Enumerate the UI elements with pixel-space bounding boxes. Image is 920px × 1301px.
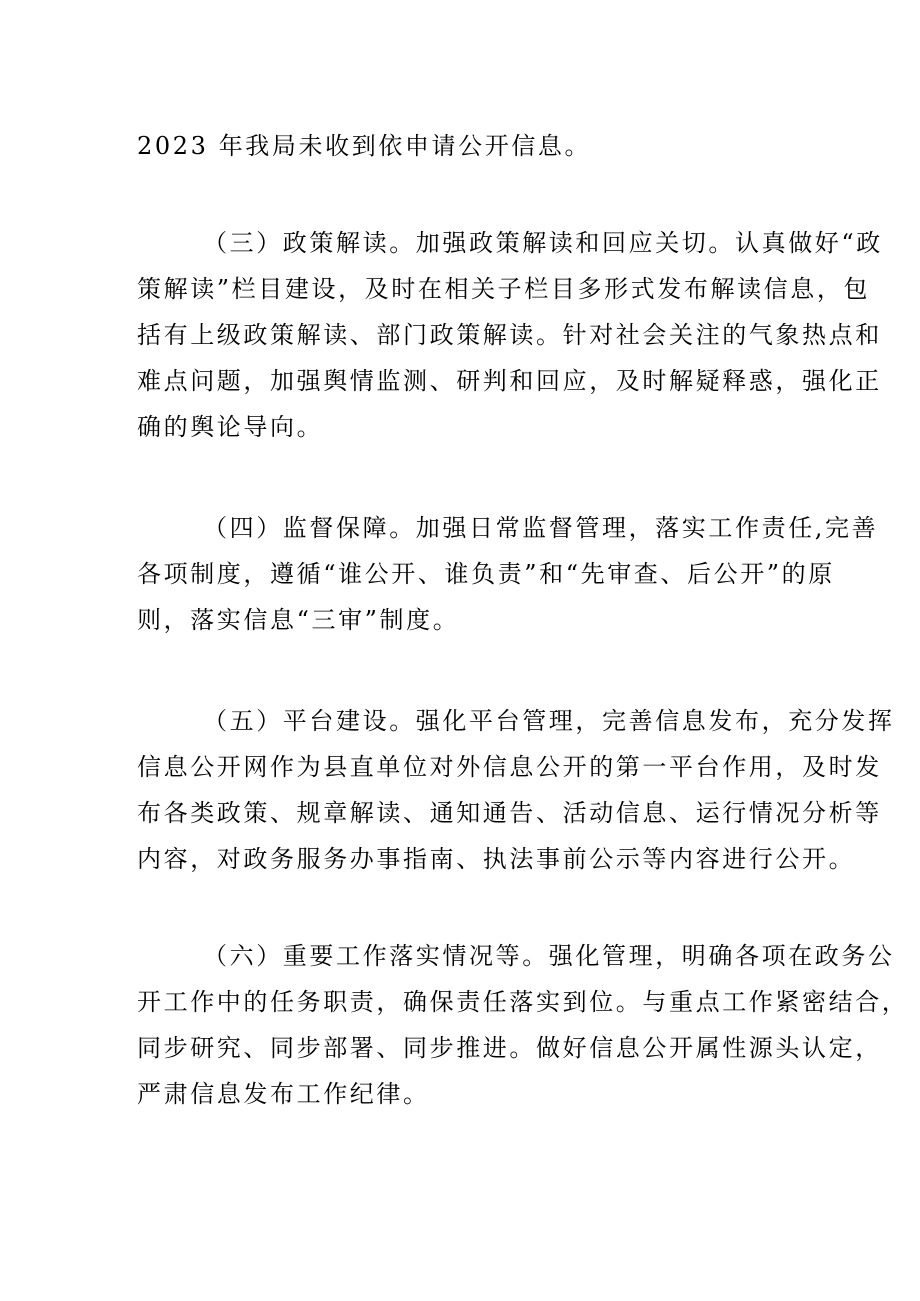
text-line: 难点问题，加强舆情监测、研判和回应，及时解疑释惑，强化正	[137, 367, 882, 395]
text-line: 策解读”栏目建设，及时在相关子栏目多形式发布解读信息，包	[137, 275, 871, 303]
text-line: 布各类政策、规章解读、通知通告、活动信息、运行情况分析等	[137, 799, 882, 827]
text-line: 信息公开网作为县直单位对外信息公开的第一平台作用，及时发	[137, 753, 882, 781]
text-line: 各项制度，遵循“谁公开、谁负责”和“先审查、后公开”的原	[137, 560, 835, 588]
text-line: （三）政策解读。加强政策解读和回应关切。认真做好“政	[203, 229, 883, 257]
text-line: （六）重要工作落实情况等。强化管理，明确各项在政务公	[203, 942, 895, 970]
paragraph-key-work-implementation	[137, 933, 909, 1117]
text-line: （五）平台建设。强化平台管理，完善信息发布，充分发挥	[203, 707, 895, 735]
text-line: 开工作中的任务职责，确保责任落实到位。与重点工作紧密结合，	[137, 988, 909, 1016]
text-line: 2023 年我局未收到依申请公开信息。	[137, 132, 592, 160]
text-line: （四）监督保障。加强日常监督管理，落实工作责任,完善	[203, 514, 879, 542]
paragraph-platform-construction	[137, 698, 895, 882]
paragraph-policy-interpretation	[137, 220, 883, 450]
text-line: 同步研究、同步部署、同步推进。做好信息公开属性源头认定，	[137, 1034, 882, 1062]
text-line: 括有上级政策解读、部门政策解读。针对社会关注的气象热点和	[137, 321, 882, 349]
text-line: 则，落实信息“三审”制度。	[137, 606, 460, 634]
paragraph-application-disclosure	[137, 123, 797, 169]
paragraph-supervision-guarantee	[137, 505, 879, 643]
text-line: 内容，对政务服务办事指南、执法事前公示等内容进行公开。	[137, 845, 856, 873]
text-line: 严肃信息发布工作纪律。	[137, 1080, 430, 1108]
text-line: 确的舆论导向。	[137, 413, 324, 441]
